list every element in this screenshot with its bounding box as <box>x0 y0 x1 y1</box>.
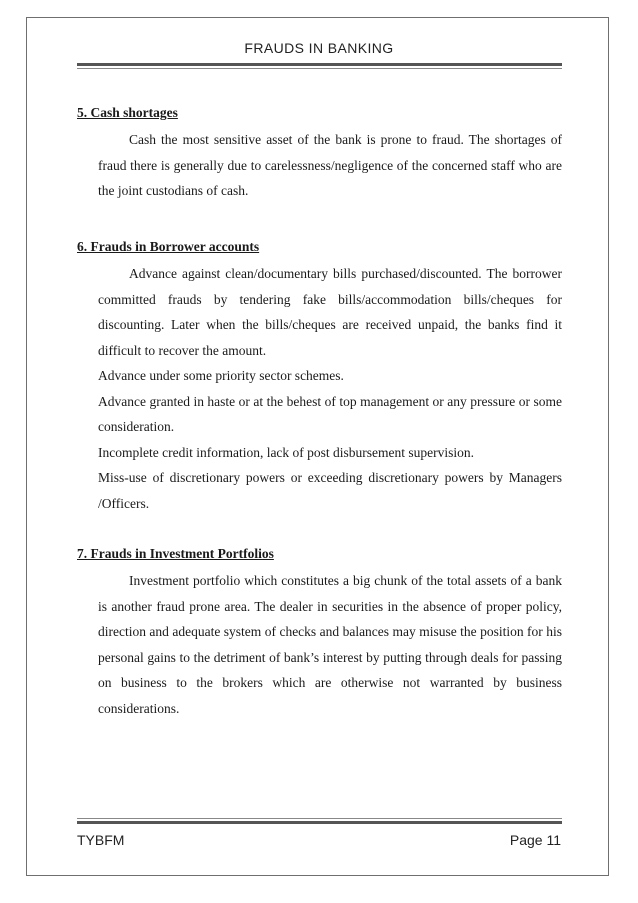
list-item: Advance under some priority sector schemes. <box>98 368 344 383</box>
footer-rule-thin <box>77 818 562 819</box>
section-heading: 7. Frauds in Investment Portfolios <box>77 546 274 561</box>
section-investment-portfolios <box>77 545 562 721</box>
section-borrower-accounts <box>77 238 562 516</box>
section-cash-shortages <box>77 104 562 204</box>
list-item: Advance granted in haste or at the behest of top management or any pressure or some consideration. <box>98 393 562 434</box>
list-item: Incomplete credit information, lack of post disbursement supervision. <box>98 444 475 460</box>
footer-course: TYBFM <box>77 832 125 848</box>
header-rule-thin <box>77 68 562 69</box>
section-paragraph: Investment portfolio which constitutes a big chunk of the total assets of a bank is another fraud prone area. The dealer in securities in the absence of proper policy, direction and adequate system of checks and balances may misuse the position for his personal gains to the detriment of bank’s interest by putting through deals for passing on business to the brokers which are otherwise not warranted by business considerations. <box>98 573 562 716</box>
footer-page-number: Page 11 <box>509 832 561 848</box>
section-heading: 5. Cash shortages <box>77 105 178 120</box>
section-heading: 6. Frauds in Borrower accounts <box>77 239 260 254</box>
list-item: Miss-use of discretionary powers or exceeding discretionary powers by Managers /Officers. <box>98 470 562 511</box>
footer-rule <box>77 821 562 824</box>
header-rule <box>77 63 562 66</box>
section-paragraph: Advance against clean/documentary bills purchased/discounted. The borrower committed frauds by tendering fake bills/accommodation bills/cheques for discounting. Later when the bills/cheques are received unpaid, the banks find it difficult to recover the amount. <box>98 266 562 358</box>
section-paragraph: Cash the most sensitive asset of the bank is prone to fraud. The shortages of fraud there is generally due to carelessness/negligence of the concerned staff who are the joint custodians of cash. <box>98 132 562 198</box>
header-title: FRAUDS IN BANKING <box>244 40 394 56</box>
